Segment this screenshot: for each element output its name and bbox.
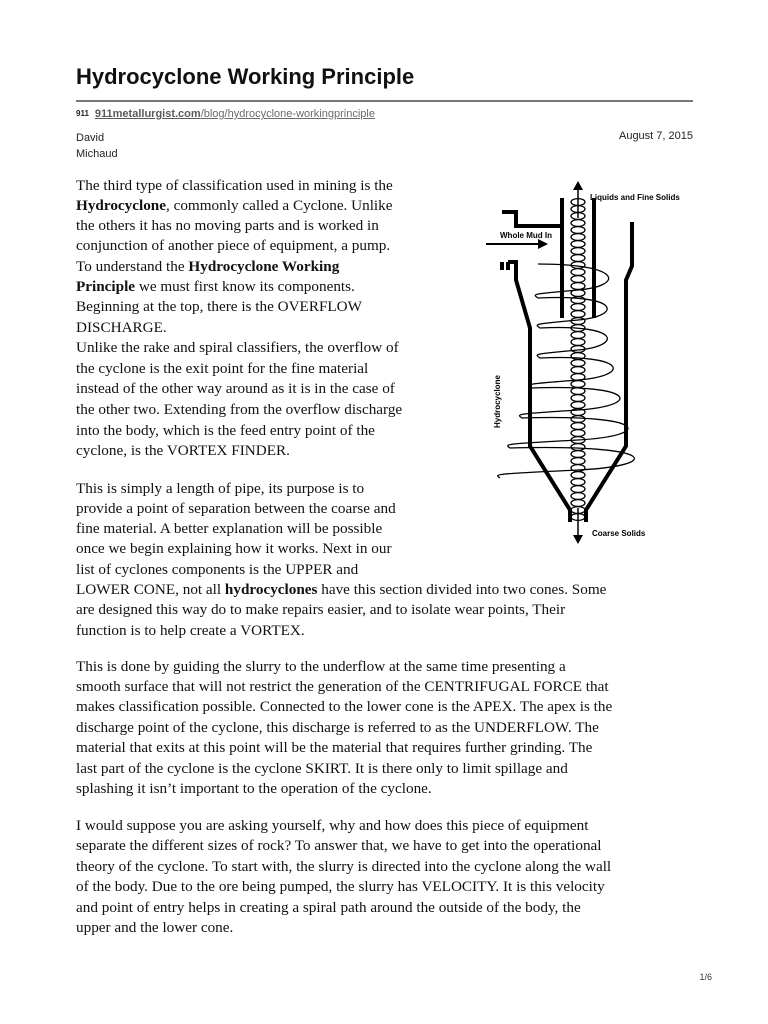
p2-line-4: once we begin explaining how it works. Next in our <box>76 540 392 557</box>
p1-line-6 <box>76 277 355 297</box>
coil-loop <box>571 220 585 227</box>
p2-line-6 <box>76 580 606 600</box>
page-title: Hydrocyclone Working Principle <box>76 64 415 89</box>
coil-loop <box>571 255 585 262</box>
diagram-label-bottom: Coarse Solids <box>592 529 646 538</box>
p2-line-7: are designed this way do to make repairs easier, and to isolate wear points, Their <box>76 601 566 618</box>
coil-loop <box>571 430 585 437</box>
p1-line-14: cyclone, is the VORTEX FINDER. <box>76 442 290 459</box>
inner-vortex-coil <box>571 199 585 521</box>
site-logo: 911 <box>76 109 89 118</box>
diagram-label-top: Liquids and Fine Solids <box>590 193 680 202</box>
p4-line-3: theory of the cyclone. To start with, the slurry is directed into the cyclone along the wall <box>76 858 612 875</box>
p1-line-4: conjunction of another piece of equipment, a pump. <box>76 237 391 254</box>
p2-line-6-text-a: LOWER CONE, not all <box>76 581 225 598</box>
coil-loop <box>571 360 585 367</box>
outer-vortex-spiral <box>498 264 635 478</box>
p1-line-5-text: To understand the <box>76 258 189 275</box>
p3-line-1: This is done by guiding the slurry to the underflow at the same time presenting a <box>76 658 566 675</box>
coil-loop <box>571 304 585 311</box>
coil-loop <box>571 500 585 507</box>
p1-line-10: the cyclone is the exit point for the fine material <box>76 360 369 377</box>
coil-loop <box>571 451 585 458</box>
p3-line-2: smooth surface that will not restrict the generation of the CENTRIFUGAL FORCE that <box>76 678 609 695</box>
coil-loop <box>571 241 585 248</box>
p1-line-2 <box>76 196 393 216</box>
p2-line-3: fine material. A better explanation will be possible <box>76 520 383 537</box>
p3-line-4: discharge point of the cyclone, this discharge is referred to as the UNDERFLOW. The <box>76 719 599 736</box>
p3-line-3: makes classification possible. Connected to the lower cone is the APEX. The apex is the <box>76 698 613 715</box>
term-hydrocyclone: Hydrocyclone <box>76 197 166 214</box>
p4-line-5: and point of entry helps in creating a spiral path around the outside of the body, the <box>76 899 581 916</box>
author-first-name: David <box>76 132 105 144</box>
p4-line-2: separate the different sizes of rock? To answer that, we have to get into the operational <box>76 837 602 854</box>
coil-loop <box>571 227 585 234</box>
p1-line-11: instead of the other way around as it is in the case of <box>76 380 395 397</box>
coil-loop <box>571 276 585 283</box>
p1-line-7: Beginning at the top, there is the OVERFLOW <box>76 298 362 315</box>
p2-line-5: list of cyclones components is the UPPER and <box>76 561 359 578</box>
cyclone-inlet-top <box>502 212 562 226</box>
coil-loop <box>571 493 585 500</box>
coil-loop <box>571 402 585 409</box>
p3-line-6: last part of the cyclone is the cyclone SKIRT. It is there only to limit spillage and <box>76 760 568 777</box>
coil-loop <box>571 234 585 241</box>
author <box>76 130 118 162</box>
title-divider <box>76 100 693 102</box>
inlet-arrow-head <box>538 239 548 249</box>
p2-line-8: function is to help create a VORTEX. <box>76 622 305 639</box>
coil-loop <box>571 311 585 318</box>
p3-line-7: splashing it isn’t important to the operation of the cyclone. <box>76 780 432 797</box>
coil-loop <box>571 472 585 479</box>
diagram-label-inlet: Whole Mud In <box>500 231 552 240</box>
coil-loop <box>571 381 585 388</box>
p4-line-4: of the body. Due to the ore being pumped, the slurry has VELOCITY. It is this velocity <box>76 878 605 895</box>
coil-loop <box>571 479 585 486</box>
coil-loop <box>571 283 585 290</box>
p1-line-5 <box>76 257 339 277</box>
p1-line-1: The third type of classification used in mining is the <box>76 177 393 194</box>
coil-loop <box>571 367 585 374</box>
coil-loop <box>571 332 585 339</box>
term-working-principle-a: Hydrocyclone Working <box>188 258 340 275</box>
coil-loop <box>571 269 585 276</box>
p1-line-12: the other two. Extending from the overflow discharge <box>76 401 403 418</box>
coil-loop <box>571 423 585 430</box>
diagram-label-side: Hydrocyclone <box>493 375 502 428</box>
p1-line-8: DISCHARGE. <box>76 319 167 336</box>
p2-line-2: provide a point of separation between the coarse and <box>76 500 396 517</box>
coil-loop <box>571 458 585 465</box>
p1-line-6-text: we must first know its components. <box>135 278 355 295</box>
p3-line-5: material that exits at this point will be the material that requires further grinding. The <box>76 739 593 756</box>
p1-line-2-text: , commonly called a Cyclone. Unlike <box>166 197 393 214</box>
p2-line-6-text-b: have this section divided into two cones. Some <box>317 581 607 598</box>
coil-loop <box>571 395 585 402</box>
spiral-path <box>498 264 635 478</box>
page-number: 1/6 <box>699 972 712 982</box>
underflow-arrow-head <box>573 535 583 544</box>
source-line <box>76 108 375 120</box>
p4-line-1: I would suppose you are asking yourself, why and how does this piece of equipment <box>76 817 589 834</box>
author-last-name: Michaud <box>76 148 118 160</box>
coil-loop <box>571 486 585 493</box>
overflow-arrow-head <box>573 181 583 190</box>
p2-line-1: This is simply a length of pipe, its purpose is to <box>76 480 365 497</box>
term-hydrocyclones: hydrocyclones <box>224 581 318 598</box>
coil-loop <box>571 416 585 423</box>
source-path[interactable]: /blog/hydrocyclone-workingprinciple <box>200 108 375 120</box>
coil-loop <box>571 248 585 255</box>
hydrocyclone-diagram <box>478 178 696 548</box>
source-link[interactable] <box>95 108 375 120</box>
p4-line-6: upper and the lower cone. <box>76 919 234 936</box>
p1-line-3: the others it has no moving parts and is worked in <box>76 217 379 234</box>
publish-date: August 7, 2015 <box>618 130 693 142</box>
source-domain[interactable]: 911metallurgist.com <box>94 108 201 120</box>
coil-loop <box>571 444 585 451</box>
coil-loop <box>571 339 585 346</box>
term-working-principle-b: Principle <box>76 278 136 295</box>
p1-line-9: Unlike the rake and spiral classifiers, the overflow of <box>76 339 399 356</box>
p1-line-13: into the body, which is the feed entry point of the <box>76 422 375 439</box>
